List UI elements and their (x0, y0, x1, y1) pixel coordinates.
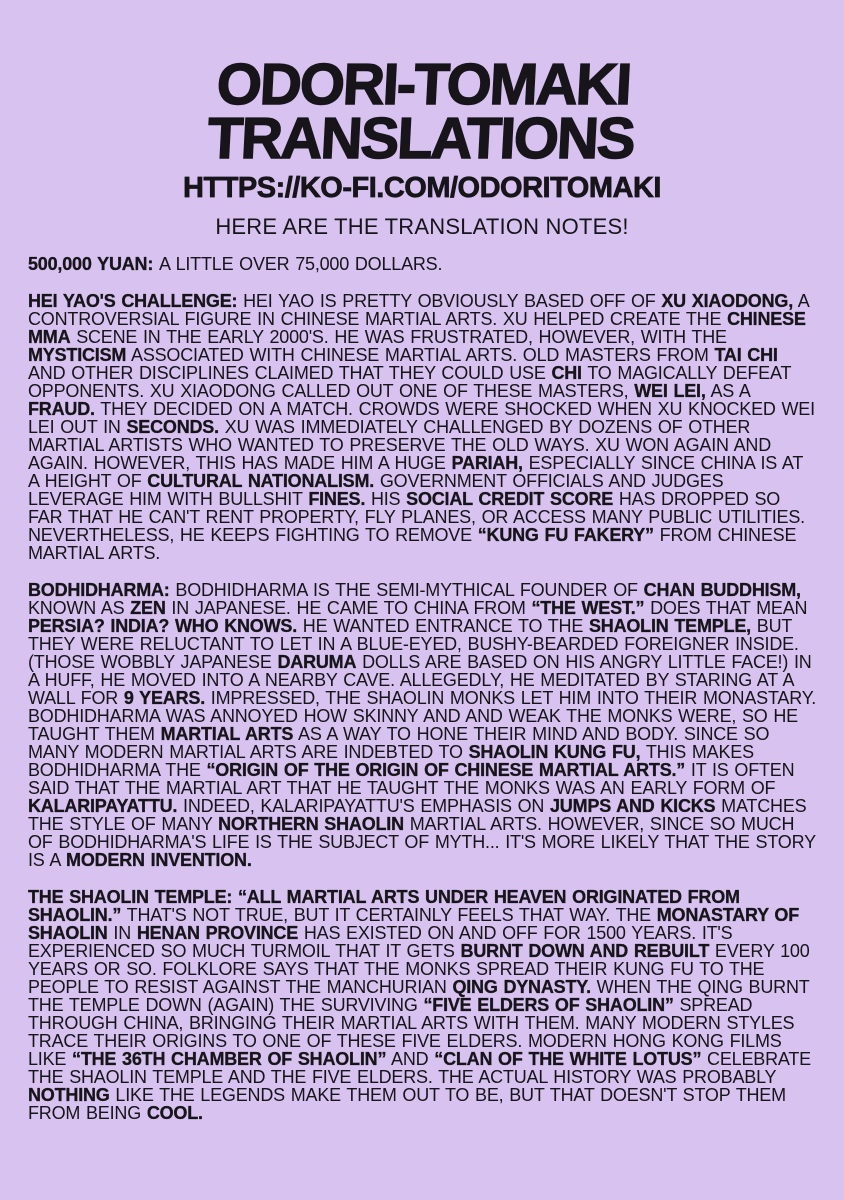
note-segment: WEI LEI, (634, 380, 706, 401)
note-segment: MONASTARY OF SHAOLIN (28, 904, 800, 943)
note-segment: “CLAN OF THE WHITE LOTUS” (434, 1048, 702, 1069)
note-segment: SCENE IN THE EARLY 2000'S. HE WAS FRUSTRATED, HOWEVER, WITH THE (70, 326, 727, 347)
notes-subtitle: HERE ARE THE TRANSLATION NOTES! (215, 213, 629, 239)
note-segment: HIS (365, 488, 407, 509)
note-segment: FINES. (308, 488, 366, 509)
note-segment: HEI YAO'S CHALLENGE: (28, 290, 244, 311)
note-segment: MYSTICISM (28, 344, 127, 365)
note-segment: SPREAD THROUGH CHINA, BRINGING THEIR MARTIAL ARTS WITH THEM. MANY MODERN STYLES TRACE THEIR ORIGINS TO ONE OF THESE FIVE ELDERS. MODERN HONG KONG FILMS LIKE (28, 994, 795, 1069)
note-segment: COOL. (146, 1102, 203, 1123)
note-segment: DARUMA (277, 651, 357, 672)
note-segment: MARTIAL ARTS (160, 723, 294, 744)
note-segment: AND OTHER DISCIPLINES CLAIMED THAT THEY COULD USE (28, 362, 552, 383)
note-segment: AND (386, 1048, 435, 1069)
note-segment: IN JAPANESE. HE CAME TO CHINA FROM (165, 597, 532, 618)
note-segment: FROM CHINESE MARTIAL ARTS. (28, 524, 797, 563)
note-segment: THIS MAKES BODHIDHARMA THE (28, 741, 754, 780)
note-segment: AS A (705, 380, 750, 401)
note-segment: ZEN (130, 597, 166, 618)
note-segment: KNOWN AS (28, 597, 131, 618)
note-segment: HE WANTED ENTRANCE TO THE (297, 615, 589, 636)
note-500000-yuan (28, 255, 816, 273)
note-segment: ESPECIALLY SINCE CHINA IS AT A HEIGHT OF (28, 452, 803, 491)
note-segment: “THE WEST.” (531, 597, 645, 618)
note-segment: MATCHES THE STYLE OF MANY (28, 795, 807, 834)
note-segment: BODHIDHARMA: (28, 579, 176, 600)
note-segment: HEI YAO IS PRETTY OBVIOUSLY BASED OFF OF (243, 290, 662, 311)
note-segment: DOLLS ARE BASED ON HIS ANGRY LITTLE FACE!) IN A HUFF, HE MOVED INTO A NEARBY CAVE. ALLEGEDLY, HE MEDITATED BY STARING AT A WALL FOR (28, 651, 812, 708)
note-segment: GOVERNMENT OFFICIALS AND JUDGES LEVERAGE HIM WITH BULLSHIT (28, 470, 724, 509)
page-header (0, 0, 844, 240)
note-segment: XU WAS IMMEDIATELY CHALLENGED BY DOZENS OF OTHER MARTIAL ARTISTS WHO WANTED TO PRESERVE THE OLD WAYS. XU WON AGAIN AND AGAIN. HOWEVER, THIS HAS MADE HIM A HUGE (28, 416, 772, 473)
note-hei-yaos-challenge (28, 292, 816, 562)
note-segment: A CONTROVERSIAL FIGURE IN CHINESE MARTIAL ARTS. XU HELPED CREATE THE (28, 290, 809, 329)
note-segment: BUT THEY WERE RELUCTANT TO LET IN A BLUE-EYED, BUSHY-BEARDED FOREIGNER INSIDE. (THOSE WOBBLY JAPANESE (28, 615, 799, 672)
note-segment: QING DYNASTY. (452, 976, 591, 997)
note-segment: NOTHING (28, 1084, 110, 1105)
note-segment: CHI (551, 362, 582, 383)
note-segment: “KUNG FU FAKERY” (477, 524, 654, 545)
note-segment: DOES THAT MEAN (644, 597, 808, 618)
note-segment: ASSOCIATED WITH CHINESE MARTIAL ARTS. OLD MASTERS FROM (126, 344, 715, 365)
note-segment: “THE 36TH CHAMBER OF SHAOLIN” (72, 1048, 387, 1069)
note-segment: CULTURAL NATIONALISM. (147, 470, 375, 491)
page-title (0, 52, 844, 171)
note-segment: SHAOLIN TEMPLE, (588, 615, 751, 636)
kofi-url: HTTPS://KO-FI.COM/ODORITOMAKI (183, 171, 661, 204)
note-segment: HENAN PROVINCE (136, 922, 299, 943)
note-segment: SHAOLIN KUNG FU, (468, 741, 641, 762)
note-segment: EVERY 100 YEARS OR SO. FOLKLORE SAYS THAT THE MONKS SPREAD THEIR KUNG FU TO THE PEOPLE TO RESIST AGAINST THE MANCHURIAN (28, 940, 810, 997)
page-title-line1: ODORI-TOMAKI (215, 52, 632, 117)
note-segment: CHAN BUDDHISM, (643, 579, 801, 600)
note-segment: JUMPS AND KICKS (550, 795, 716, 816)
note-segment: CHINESE MMA (28, 308, 806, 347)
note-segment: IMPRESSED, THE SHAOLIN MONKS LET HIM INTO THEIR MONASTARY. BODHIDHARMA WAS ANNOYED HOW SKINNY AND AND WEAK THE MONKS WERE, SO HE TAUGHT THEM (28, 687, 816, 744)
note-segment: WHEN THE QING BURNT THE TEMPLE DOWN (AGAIN) THE SURVIVING (28, 976, 810, 1015)
note-segment: XU XIAODONG, (661, 290, 793, 311)
note-segment: BURNT DOWN AND REBUILT (460, 940, 710, 961)
note-segment: FRAUD. (28, 398, 95, 419)
note-segment: MODERN INVENTION. (66, 849, 252, 870)
note-segment: A LITTLE OVER 75,000 DOLLARS. (158, 253, 443, 274)
note-segment: BODHIDHARMA IS THE SEMI-MYTHICAL FOUNDER OF (175, 579, 644, 600)
note-segment: MARTIAL ARTS. HOWEVER, SINCE SO MUCH OF BODHIDHARMA'S LIFE IS THE SUBJECT OF MYTH... IT'S MORE LIKELY THAT THE STORY IS A (28, 813, 816, 870)
note-segment: PARIAH, (451, 452, 523, 473)
note-segment: TO MAGICALLY DEFEAT OPPONENTS. XU XIAODONG CALLED OUT ONE OF THESE MASTERS, (28, 362, 791, 401)
note-segment: INDEED, KALARIPAYATTU'S EMPHASIS ON (177, 795, 550, 816)
note-segment: 9 YEARS. (123, 687, 205, 708)
note-segment: THE SHAOLIN TEMPLE: “ALL MARTIAL ARTS UNDER HEAVEN ORIGINATED FROM SHAOLIN.” (28, 886, 740, 925)
note-segment: TAI CHI (714, 344, 778, 365)
note-segment: THEY DECIDED ON A MATCH. CROWDS WERE SHOCKED WHEN XU KNOCKED WEI LEI OUT IN (28, 398, 815, 437)
note-segment: LIKE THE LEGENDS MAKE THEM OUT TO BE, BUT THAT DOESN'T STOP THEM FROM BEING (28, 1084, 786, 1123)
page-title-line2: TRANSLATIONS (205, 105, 636, 171)
note-segment: CELEBRATE THE SHAOLIN TEMPLE AND THE FIVE ELDERS. THE ACTUAL HISTORY WAS PROBABLY (28, 1048, 811, 1087)
note-segment: PERSIA? INDIA? WHO KNOWS. (28, 615, 297, 636)
note-segment: “ORIGIN OF THE ORIGIN OF CHINESE MARTIAL ARTS.” (206, 759, 686, 780)
note-segment: NORTHERN SHAOLIN (218, 813, 404, 834)
note-segment: 500,000 YUAN: (28, 253, 159, 274)
note-segment: IN (107, 922, 137, 943)
note-segment: IT IS OFTEN SAID THAT THE MARTIAL ART THAT HE TAUGHT THE MONKS WAS AN EARLY FORM OF (28, 759, 795, 798)
note-bodhidharma (28, 581, 816, 869)
note-segment: HAS DROPPED SO FAR THAT HE CAN'T RENT PROPERTY, FLY PLANES, OR ACCESS MANY PUBLIC UTILITIES. NEVERTHELESS, HE KEEPS FIGHTING TO REMOVE (28, 488, 805, 545)
note-segment: “FIVE ELDERS OF SHAOLIN” (423, 994, 674, 1015)
note-segment: KALARIPAYATTU. (28, 795, 178, 816)
note-shaolin-temple (28, 888, 816, 1122)
note-segment: HAS EXISTED ON AND OFF FOR 1500 YEARS. IT'S EXPERIENCED SO MUCH TURMOIL THAT IT GETS (28, 922, 733, 961)
notes-list (0, 240, 844, 1122)
note-segment: AS A WAY TO HONE THEIR MIND AND BODY. SINCE SO MANY MODERN MARTIAL ARTS ARE INDEBTED TO (28, 723, 770, 762)
note-segment: THAT'S NOT TRUE, BUT IT CERTAINLY FEELS THAT WAY. THE (121, 904, 657, 925)
note-segment: SOCIAL CREDIT SCORE (406, 488, 614, 509)
note-segment: SECONDS. (126, 416, 219, 437)
